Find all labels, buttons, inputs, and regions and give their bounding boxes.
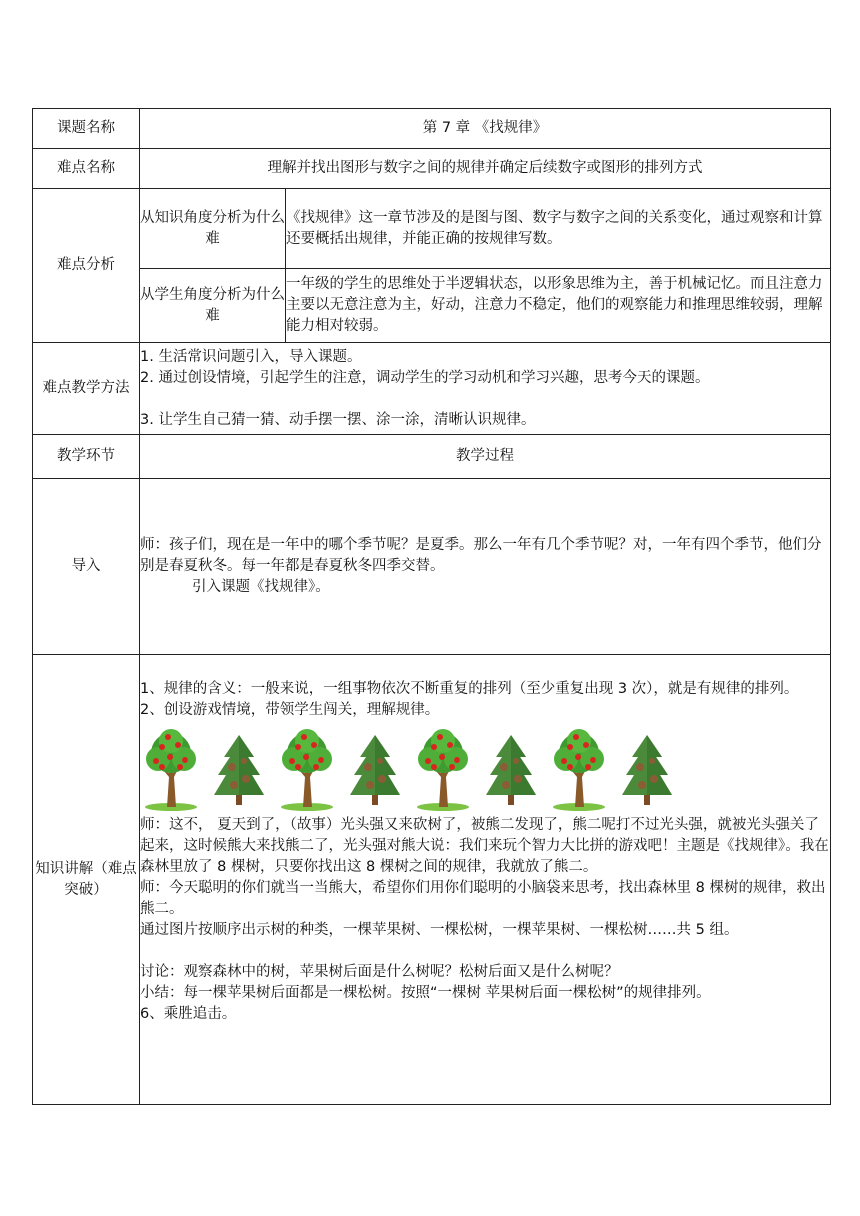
process-header: 教学过程 xyxy=(140,435,831,479)
method-item: 3. 让学生自己猜一猜、动手摆一摆、涂一涂，清晰认识规律。 xyxy=(140,411,536,428)
pine-tree-icon xyxy=(208,727,270,811)
row-header xyxy=(33,435,831,479)
student-angle-text: 一年级的学生的思维处于半逻辑状态，以形象思维为主，善于机械记忆。而且注意力主要以无意注意为主，好动，注意力不稳定，他们的观察能力和推理思维较弱，理解能力相对较弱。 xyxy=(286,269,831,343)
topic-value: 第 7 章 《找规律》 xyxy=(140,109,831,149)
methods-list xyxy=(140,343,831,435)
discussion-paragraph: 讨论：观察森林中的树，苹果树后面是什么树呢？松树后面又是什么树呢？ xyxy=(140,964,619,980)
tree-sequence-image xyxy=(140,725,830,811)
spacer xyxy=(140,389,830,410)
spacer xyxy=(140,941,830,962)
pine-tree-icon xyxy=(480,727,542,811)
knowledge-content xyxy=(140,655,831,1105)
definition-paragraph: 1、规律的含义：一般来说，一组事物依次不断重复的排列（至少重复出现 3 次），就是有规律的排列。 xyxy=(140,681,799,697)
apple-tree-icon xyxy=(412,727,474,811)
intro-content xyxy=(140,479,831,655)
stage-header: 教学环节 xyxy=(33,435,140,479)
apple-tree-icon xyxy=(276,727,338,811)
pine-tree-icon xyxy=(616,727,678,811)
row-knowledge xyxy=(33,655,831,1105)
knowledge-label: 知识讲解（难点突破） xyxy=(33,655,140,1105)
row-intro xyxy=(33,479,831,655)
topic-label: 课题名称 xyxy=(33,109,140,149)
row-difficulty xyxy=(33,149,831,189)
intro-topic-line: 引入课题《找规律》。 xyxy=(192,579,330,595)
apple-tree-icon xyxy=(548,727,610,811)
methods-label: 难点教学方法 xyxy=(33,343,140,435)
pine-tree-icon xyxy=(344,727,406,811)
teacher-paragraph: 师：今天聪明的你们就当一当熊大，希望你们用你们聪明的小脑袋来思考，找出森林里 8 棵树的规律，救出熊二。 xyxy=(140,880,826,917)
next-step-paragraph: 6、乘胜追击。 xyxy=(140,1006,237,1022)
method-item: 2. 通过创设情境，引起学生的注意，调动学生的学习动机和学习兴趣，思考今天的课题。 xyxy=(140,369,710,386)
difficulty-value: 理解并找出图形与数字之间的规律并确定后续数字或图形的排列方式 xyxy=(140,149,831,189)
difficulty-label: 难点名称 xyxy=(33,149,140,189)
intro-label: 导入 xyxy=(33,479,140,655)
lesson-plan-table xyxy=(32,108,831,1105)
game-paragraph: 2、创设游戏情境，带领学生闯关，理解规律。 xyxy=(140,702,440,718)
story-paragraph: 师：这不， 夏天到了，（故事）光头强又来砍树了，被熊二发现了，熊二呢打不过光头强，就被光头强关了起来，这时候熊大来找熊二了，光头强对熊大说：我们来玩个智力大比拼的游戏吧！主题是《找规律》。我在森林里放了 8 棵树，只要你找出这 8 棵树之间的规律，我就放了熊二。 xyxy=(140,817,829,875)
knowledge-angle-text: 《找规律》这一章节涉及的是图与图、数字与数字之间的关系变化，通过观察和计算还要概括出规律，并能正确的按规律写数。 xyxy=(286,189,831,269)
order-paragraph: 通过图片按顺序出示树的种类，一棵苹果树、一棵松树，一棵苹果树、一棵松树……共 5 组。 xyxy=(140,922,739,938)
row-topic xyxy=(33,109,831,149)
intro-paragraph: 师：孩子们，现在是一年中的哪个季节呢？是夏季。那么一年有几个季节呢？对，一年有四个季节，他们分别是春夏秋冬。每一年都是春夏秋冬四季交替。 xyxy=(140,537,822,574)
row-methods xyxy=(33,343,831,435)
knowledge-angle-label: 从知识角度分析为什么难 xyxy=(140,189,286,269)
method-item: 1. 生活常识问题引入，导入课题。 xyxy=(140,348,362,365)
row-analysis-knowledge xyxy=(33,189,831,269)
student-angle-label: 从学生角度分析为什么难 xyxy=(140,269,286,343)
summary-paragraph: 小结：每一棵苹果树后面都是一棵松树。按照“一棵树 苹果树后面一棵松树”的规律排列。 xyxy=(140,985,711,1001)
apple-tree-icon xyxy=(140,727,202,811)
row-analysis-student xyxy=(33,269,831,343)
analysis-label: 难点分析 xyxy=(33,189,140,343)
